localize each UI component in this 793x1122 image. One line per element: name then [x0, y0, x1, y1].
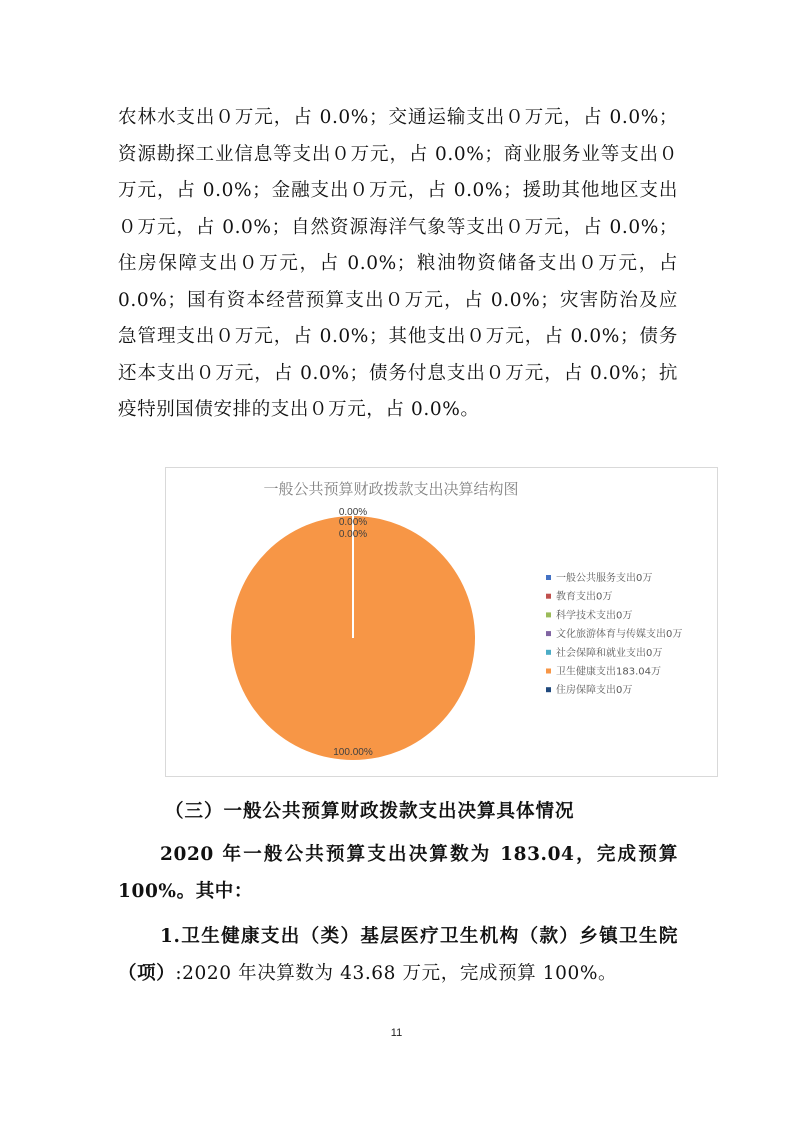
legend-label: 社会保障和就业支出0万 — [556, 647, 663, 659]
legend-label: 文化旅游体育与传媒支出0万 — [556, 629, 683, 641]
data-label: 0.00% — [338, 529, 368, 540]
legend-swatch — [546, 612, 551, 617]
data-label: 0.00% — [338, 507, 368, 518]
legend-swatch — [546, 631, 551, 636]
item-paragraph — [118, 918, 678, 992]
item-label: 1.卫生健康支出（类）基层医疗卫生机构（款）乡镇卫生院（项） — [118, 926, 678, 984]
data-label: 0.00% — [338, 517, 368, 528]
body-paragraph: 农林水支出０万元，占 0.0%；交通运输支出０万元，占 0.0%；资源勘探工业信息等支出０万元，占 0.0%；商业服务业等支出０万元，占 0.0%；金融支出０万元，占 0.0%；援助其他地区支出０万元，占 0.0%；自然资源海洋气象等支出０万元，占 0.0%；住房保障支出０万元，占 0.0%；粮油物资储备支出０万元，占 0.0%；国有资本经营预算支出０万元，占 0.0%；灾害防治及应急管理支出０万元，占 0.0%；其他支出０万元，占 0.0%；债务还本支出０万元，占 0.0%；债务付息支出０万元，占 0.0%；抗疫特别国债安排的支出０万元，占 0.0%。 — [118, 107, 679, 420]
legend-label: 科学技术支出0万 — [556, 610, 633, 622]
legend-swatch — [546, 650, 551, 655]
summary-paragraph: 2020 年一般公共预算支出决算数为 183.04，完成预算 100%。其中： — [118, 844, 678, 902]
legend-swatch — [546, 575, 551, 580]
legend-swatch — [546, 594, 551, 599]
legend-swatch — [546, 669, 551, 674]
data-label: 100.00% — [333, 747, 373, 758]
legend-swatch — [546, 687, 551, 692]
section-heading: （三）一般公共预算财政拨款支出决算具体情况 — [165, 801, 575, 822]
legend-label: 住房保障支出0万 — [556, 685, 633, 697]
pie-chart-svg — [166, 468, 719, 778]
legend-label: 一般公共服务支出0万 — [556, 573, 653, 584]
legend-label: 卫生健康支出183.04万 — [556, 666, 661, 678]
page-number: 11 — [390, 1027, 403, 1039]
chart-title: 一般公共预算财政拨款支出决算结构图 — [263, 480, 519, 498]
pie-chart — [165, 467, 718, 777]
item-text: :2020 年决算数为 43.68 万元，完成预算 100%。 — [175, 963, 618, 984]
legend-label: 教育支出0万 — [556, 591, 613, 603]
